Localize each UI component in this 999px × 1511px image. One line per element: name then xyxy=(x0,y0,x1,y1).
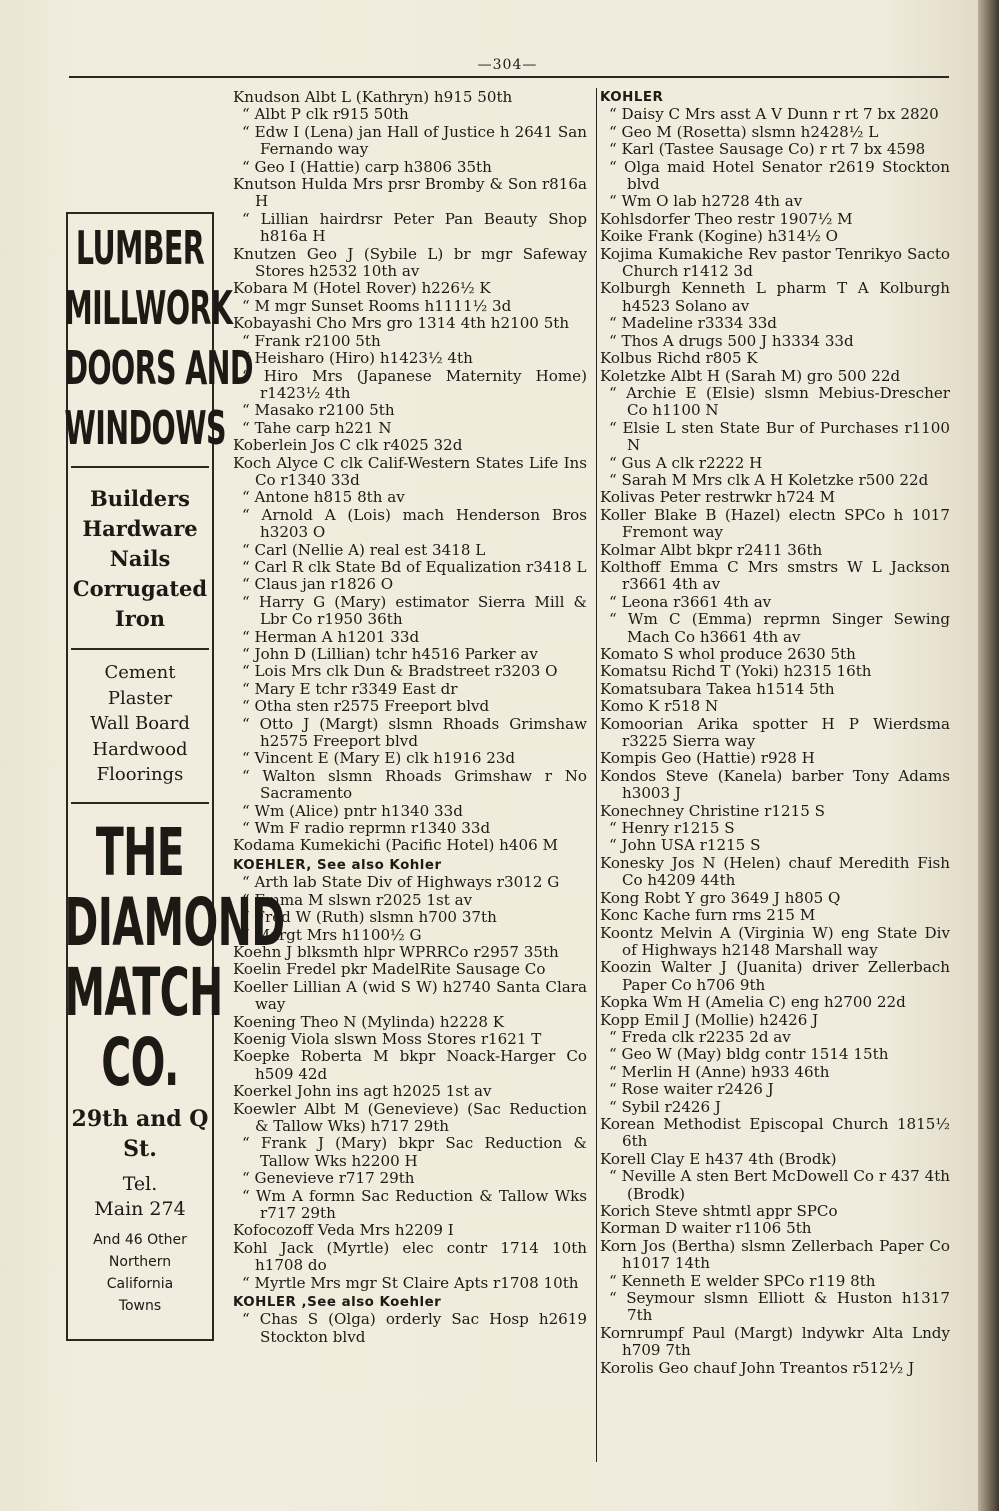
ad-address: St. xyxy=(123,1135,157,1162)
ad-phone: Tel. xyxy=(122,1172,158,1195)
directory-entry: “ Henry r1215 S xyxy=(609,819,735,838)
ad-phone: Main 274 xyxy=(94,1198,186,1220)
directory-entry: Koelin Fredel pkr MadelRite Sausage Co xyxy=(233,960,546,979)
directory-entry: Konc Kache furn rms 215 M xyxy=(600,906,816,925)
directory-entry: “ John D (Lillian) tchr h4516 Parker av xyxy=(242,645,538,663)
directory-entry: “ Arnold A (Lois) mach Henderson Bros h3203 O xyxy=(242,505,587,542)
directory-entry: “ Tahe carp h221 N xyxy=(242,418,392,437)
directory-entry: Koletzke Albt H (Sarah M) gro 500 22d xyxy=(600,366,901,385)
directory-entry: “ Otto J (Margt) slsmn Rhoads Grimshaw h2575 Freeport blvd xyxy=(242,714,587,751)
directory-entry: “ Otha sten r2575 Freeport blvd xyxy=(242,697,490,716)
directory-entry: Koeller Lillian A (wid S W) h2740 Santa Clara way xyxy=(233,977,587,1014)
directory-entry: “ Hiro Mrs (Japanese Maternity Home) r1423½ 4th xyxy=(242,366,587,402)
directory-entry: “ Sarah M Mrs clk A H Koletzke r500 22d xyxy=(609,470,929,489)
directory-entry: Koller Blake B (Hazel) electn SPCo h 1017 Fremont way xyxy=(600,505,950,542)
directory-entry: Konechney Christine r1215 S xyxy=(600,801,825,820)
ad-product: Builders xyxy=(90,486,190,511)
directory-entry: “ Frank r2100 5th xyxy=(242,331,381,350)
directory-entry: “ Antone h815 8th av xyxy=(242,488,405,507)
ad-hardware-section xyxy=(68,468,212,648)
directory-entry: Koontz Melvin A (Virginia W) eng State Div of Highways h2148 Marshall way xyxy=(600,923,950,959)
directory-entry: Koewler Albt M (Genevieve) (Sac Reduction & Tallow Wks) h717 29th xyxy=(233,1099,587,1135)
directory-entry: “ Geo M (Rosetta) slsmn h2428½ L xyxy=(609,122,879,141)
column-divider xyxy=(596,88,597,1462)
directory-entry: Koch Alyce C clk Calif-Western States Life Ins Co r1340 33d xyxy=(233,453,587,489)
directory-entry: Kompis Geo (Hattie) r928 H xyxy=(600,749,815,768)
directory-entry: “ Seymour slsmn Elliott & Huston h1317 7th xyxy=(609,1289,950,1325)
directory-entry: “ Harry G (Mary) estimator Sierra Mill & Lbr Co r1950 36th xyxy=(242,592,587,629)
directory-entry: “ Lois Mrs clk Dun & Bradstreet r3203 O xyxy=(242,662,558,681)
directory-entry: “ Emma M slswn r2025 1st av xyxy=(242,890,473,909)
page-number: —304— xyxy=(477,57,538,73)
directory-entry: “ Walton slsmn Rhoads Grimshaw r No Sacramento xyxy=(242,766,587,803)
ad-line-lumber: LUMBER xyxy=(75,221,205,275)
directory-entry: “ Merlin H (Anne) h933 46th xyxy=(609,1062,830,1081)
directory-entry: Knutson Hulda Mrs prsr Bromby & Son r816a H xyxy=(233,175,587,211)
directory-entry: Korolis Geo chauf John Treantos r512½ J xyxy=(600,1358,915,1377)
directory-entry: Kolburgh Kenneth L pharm T A Kolburgh h4523 Solano av xyxy=(600,279,950,315)
directory-entry: Koozin Walter J (Juanita) driver Zellerbach Paper Co h706 9th xyxy=(600,958,950,994)
ad-footer: California xyxy=(106,1275,174,1292)
ad-product: Corrugated xyxy=(72,576,208,601)
directory-entry: Koike Frank (Kogine) h314½ O xyxy=(600,227,839,246)
directory-entry: “ Myrtle Mrs mgr St Claire Apts r1708 10th xyxy=(242,1273,579,1292)
directory-entry: Kolivas Peter restrwkr h724 M xyxy=(600,488,836,507)
directory-entry: Koberlein Jos C clk r4025 32d xyxy=(233,436,463,455)
ad-material: Floorings xyxy=(96,764,184,785)
directory-entry: Kohl Jack (Myrtle) elec contr 1714 10th h1708 do xyxy=(233,1238,587,1275)
section-heading: KOHLER ,See also Koehler xyxy=(233,1295,442,1311)
directory-entry: Kojima Kumakiche Rev pastor Tenrikyo Sacto Church r1412 3d xyxy=(600,244,950,281)
directory-entry: “ Masako r2100 5th xyxy=(242,401,395,420)
directory-entry: Korell Clay E h437 4th (Brodk) xyxy=(600,1149,837,1168)
directory-entry: Kolthoff Emma C Mrs smstrs W L Jackson r3661 4th av xyxy=(600,557,950,594)
left-column xyxy=(233,89,587,1346)
ad-product: Iron xyxy=(114,606,166,631)
directory-entry: Komatsubara Takea h1514 5th xyxy=(600,679,835,698)
directory-entry: Komo K r518 N xyxy=(600,697,719,716)
directory-entry: Kodama Kumekichi (Pacific Hotel) h406 M xyxy=(233,836,558,855)
diamond-match-advertisement xyxy=(64,212,285,1341)
directory-entry: Komoorian Arika spotter H P Wierdsma r3225 Sierra way xyxy=(600,714,950,751)
directory-entry: “ Fred W (Ruth) slsmn h700 37th xyxy=(242,908,497,927)
directory-entry: “ Margt Mrs h1100½ G xyxy=(242,925,422,944)
directory-entry: Kohlsdorfer Theo restr 1907½ M xyxy=(600,209,853,228)
directory-entry: “ Sybil r2426 J xyxy=(609,1097,721,1116)
directory-entry: “ Elsie L sten State Bur of Purchases r1100 N xyxy=(609,418,950,455)
directory-entry: Kolmar Albt bkpr r2411 36th xyxy=(600,540,823,559)
directory-entry: “ Geo I (Hattie) carp h3806 35th xyxy=(242,157,492,176)
directory-entry: “ Rose waiter r2426 J xyxy=(609,1080,774,1099)
directory-entry: “ Wm (Alice) pntr h1340 33d xyxy=(242,801,463,820)
ad-company-line: CO. xyxy=(101,1023,179,1101)
directory-entry: “ Edw I (Lena) jan Hall of Justice h 2641 San Fernando way xyxy=(242,122,587,159)
directory-entry: “ Archie E (Elsie) slsmn Mebius-Drescher Co h1100 N xyxy=(609,383,950,420)
directory-entry: Korich Steve shtmtl appr SPCo xyxy=(600,1202,838,1220)
directory-entry: “ Mary E tchr r3349 East dr xyxy=(242,679,458,698)
directory-entry: “ Geo W (May) bldg contr 1514 15th xyxy=(609,1045,889,1064)
directory-entry: Koehn J blksmth hlpr WPRRCo r2957 35th xyxy=(233,942,559,961)
directory-entry: Knutzen Geo J (Sybile L) br mgr Safeway Stores h2532 10th av xyxy=(233,244,587,281)
directory-entry: “ M mgr Sunset Rooms h1111½ 3d xyxy=(242,296,512,315)
directory-entry: Koepke Roberta M bkpr Noack-Harger Co h509 42d xyxy=(233,1047,587,1083)
directory-entry: “ Thos A drugs 500 J h3334 33d xyxy=(609,331,854,350)
directory-entry: “ Karl (Tastee Sausage Co) r rt 7 bx 4598 xyxy=(609,140,926,159)
ad-product: Hardware xyxy=(82,516,198,541)
directory-entry: Kobayashi Cho Mrs gro 1314 4th h2100 5th xyxy=(233,314,570,333)
directory-entry: “ Wm F radio reprmn r1340 33d xyxy=(242,819,491,838)
ad-materials-section xyxy=(68,650,212,802)
directory-entry: “ Carl (Nellie A) real est 3418 L xyxy=(242,540,486,559)
ad-footer: Northern xyxy=(108,1253,172,1270)
directory-entry: Kornrumpf Paul (Margt) lndywkr Alta Lndy h709 7th xyxy=(600,1323,950,1360)
header-rule xyxy=(69,76,949,78)
ad-line-windows: WINDOWS xyxy=(64,401,226,455)
ad-line-millwork: MILLWORK xyxy=(64,281,233,335)
directory-entry: “ Chas S (Olga) orderly Sac Hosp h2619 Stockton blvd xyxy=(242,1310,587,1346)
directory-entry: Kopp Emil J (Mollie) h2426 J xyxy=(600,1010,819,1029)
ad-company-line: MATCH xyxy=(64,953,223,1031)
ad-footer: Towns xyxy=(118,1297,162,1314)
directory-entry: “ Freda clk r2235 2d av xyxy=(609,1027,791,1046)
directory-entry: “ Vincent E (Mary E) clk h1916 23d xyxy=(242,749,516,768)
directory-entry: “ Olga maid Hotel Senator r2619 Stockton blvd xyxy=(609,157,950,194)
directory-entry: Konesky Jos N (Helen) chauf Meredith Fish Co h4209 44th xyxy=(600,853,950,890)
ad-material: Plaster xyxy=(107,687,173,709)
right-column xyxy=(600,89,950,1377)
directory-entry: Kobara M (Hotel Rover) h226½ K xyxy=(233,279,491,298)
directory-entry: Korn Jos (Bertha) slsmn Zellerbach Paper Co h1017 14th xyxy=(600,1236,950,1273)
directory-entry: Kofocozoff Veda Mrs h2209 I xyxy=(233,1221,454,1240)
section-heading: KOEHLER, See also Kohler xyxy=(233,857,442,873)
section-heading: KOHLER xyxy=(600,90,664,105)
ad-company-line: DIAMOND xyxy=(64,883,285,961)
ad-footer: And 46 Other xyxy=(93,1231,187,1248)
directory-entry: “ Heisharo (Hiro) h1423½ 4th xyxy=(242,349,473,368)
directory-entry: Kondos Steve (Kanela) barber Tony Adams h3003 J xyxy=(600,766,950,803)
ad-product: Nails xyxy=(109,546,171,571)
ad-line-doors: DOORS AND xyxy=(64,341,253,395)
directory-entry: “ Wm C (Emma) reprmn Singer Sewing Mach Co h3661 4th av xyxy=(609,610,950,646)
directory-entry: Komatsu Richd T (Yoki) h2315 16th xyxy=(600,662,872,681)
directory-entry: Koerkel John ins agt h2025 1st av xyxy=(233,1082,492,1101)
directory-entry: “ Gus A clk r2222 H xyxy=(609,453,763,472)
directory-entry: “ John USA r1215 S xyxy=(609,836,761,855)
directory-entry: “ Arth lab State Div of Highways r3012 G xyxy=(242,873,560,892)
directory-entry: Koening Theo N (Mylinda) h2228 K xyxy=(233,1012,505,1031)
directory-entry: “ Leona r3661 4th av xyxy=(609,592,772,611)
directory-entry: Korman D waiter r1106 5th xyxy=(600,1219,812,1238)
ad-address: 29th and Q xyxy=(71,1105,209,1132)
book-spine xyxy=(978,0,999,1511)
directory-entry: Knudson Albt L (Kathryn) h915 50th xyxy=(233,88,513,106)
directory-entry: “ Albt P clk r915 50th xyxy=(242,105,409,124)
directory-entry: “ Wm A formn Sac Reduction & Tallow Wks r717 29th xyxy=(242,1186,587,1222)
directory-entry: Koenig Viola slswn Moss Stores r1621 T xyxy=(233,1029,542,1048)
directory-entry: “ Daisy C Mrs asst A V Dunn r rt 7 bx 2820 xyxy=(609,105,939,124)
directory-entry: “ Claus jan r1826 O xyxy=(242,575,394,594)
directory-entry: “ Wm O lab h2728 4th av xyxy=(609,192,803,211)
directory-entry: Kopka Wm H (Amelia C) eng h2700 22d xyxy=(600,993,906,1012)
ad-lumber-section xyxy=(64,214,253,466)
ad-company-line: THE xyxy=(95,813,185,891)
directory-entry: “ Genevieve r717 29th xyxy=(242,1169,415,1188)
ad-material: Wall Board xyxy=(90,713,190,734)
ad-company-section xyxy=(64,804,285,1317)
directory-entry: Komato S whol produce 2630 5th xyxy=(600,645,856,663)
directory-entry: “ Madeline r3334 33d xyxy=(609,314,777,333)
directory-entry: “ Frank J (Mary) bkpr Sac Reduction & Tallow Wks h2200 H xyxy=(242,1134,587,1170)
directory-entry: Korean Methodist Episcopal Church 1815½ 6th xyxy=(600,1114,950,1151)
directory-entry: Kolbus Richd r805 K xyxy=(600,349,758,368)
directory-entry: Kong Robt Y gro 3649 J h805 Q xyxy=(600,888,841,907)
directory-entry: “ Carl R clk State Bd of Equalization r3418 L xyxy=(242,557,587,576)
ad-material: Cement xyxy=(104,662,176,683)
directory-entry: “ Neville A sten Bert McDowell Co r 437 4th (Brodk) xyxy=(609,1167,950,1203)
directory-entry: “ Kenneth E welder SPCo r119 8th xyxy=(609,1271,876,1290)
directory-entry: “ Lillian hairdrsr Peter Pan Beauty Shop h816a H xyxy=(242,209,587,246)
directory-entry: “ Herman A h1201 33d xyxy=(242,627,420,646)
ad-material: Hardwood xyxy=(92,738,188,760)
